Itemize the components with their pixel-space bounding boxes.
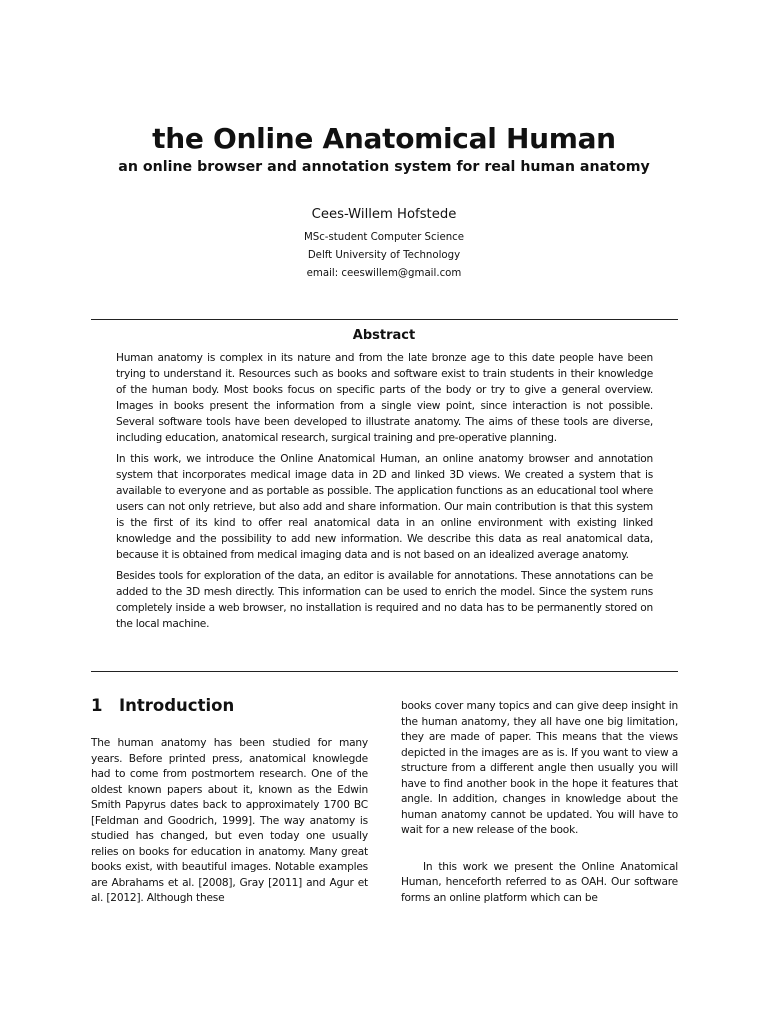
section-title: Introduction xyxy=(119,696,235,715)
abstract-body xyxy=(116,350,653,637)
affiliation-email: email: ceeswillem@gmail.com xyxy=(306,268,462,279)
body-paragraph: The human anatomy has been studied for many years. Before printed press, anatomical knowlegde had to come from postmortem research. One of the oldest known papers about it, known as the Edwin Smith Papyrus dates back to approximately 1700 BC [Feldman and Goodrich, 1999]. The way anatomy is studied has changed, but even today one usually relies on books for education in anatomy. Many great books exist, with beautiful images. Notable examples are Abrahams et al. [2008], Gray [2011] and Agur et al. [2012]. Although these xyxy=(91,737,368,904)
body-right-column xyxy=(401,699,678,906)
body-paragraph: books cover many topics and can give deep insight in the human anatomy, they all have one big limitation, they are made of paper. This means that the views depicted in the images are as is. If you want to view a structure from a different angle then usually you will have to find another book in the hope it features that angle. In addition, changes in knowledge about the human anatomy cannot be updated. You will have to wait for a new release of the book. xyxy=(401,700,678,836)
affiliation-program: MSc-student Computer Science xyxy=(303,232,465,243)
abstract-top-rule xyxy=(91,319,678,320)
author-affiliation xyxy=(0,229,768,283)
abstract-paragraph: Human anatomy is complex in its nature and from the late bronze age to this date people have been trying to understand it. Resources such as books and software exist to train students in their knowledge of the human body. Most books focus on specific parts of the body or try to give a general overview. Images in books present the information from a single view point, since interaction is not possible. Several software tools have been developed to illustrate anatomy. The aims of these tools are diverse, including education, anatomical research, surgical training and pre-operative planning. xyxy=(116,352,653,444)
body-paragraph: In this work we present the Online Anatomical Human, henceforth referred to as OAH. Our software forms an online platform which can be xyxy=(401,860,678,904)
section-number: 1 xyxy=(91,696,103,715)
abstract-bottom-rule xyxy=(91,671,678,672)
paper-subtitle: an online browser and annotation system for real human anatomy xyxy=(118,159,650,175)
affiliation-university: Delft University of Technology xyxy=(307,250,461,261)
abstract-paragraph: Besides tools for exploration of the data, an editor is available for annotations. These annotations can be added to the 3D mesh directly. This information can be used to enrich the model. Since the system runs completely inside a web browser, no installation is required and no data has to be permanently stored on the local machine. xyxy=(116,570,653,630)
author-name: Cees-Willem Hofstede xyxy=(311,207,457,222)
section-heading xyxy=(91,696,234,715)
paper-title: the Online Anatomical Human xyxy=(152,122,616,155)
body-left-column xyxy=(91,736,368,907)
abstract-paragraph: In this work, we introduce the Online Anatomical Human, an online anatomy browser and annotation system that incorporates medical image data in 2D and linked 3D views. We created a system that is available to everyone and as portable as possible. The application functions as an educational tool where users can not only retrieve, but also add and share information. Our main contribution is that this system is the first of its kind to offer real anatomical data in an online environment with existing linked knowledge and the possibility to add new information. We describe this data as real anatomical data, because it is obtained from medical imaging data and is not based on an idealized average anatomy. xyxy=(116,453,653,561)
abstract-heading: Abstract xyxy=(352,328,416,343)
